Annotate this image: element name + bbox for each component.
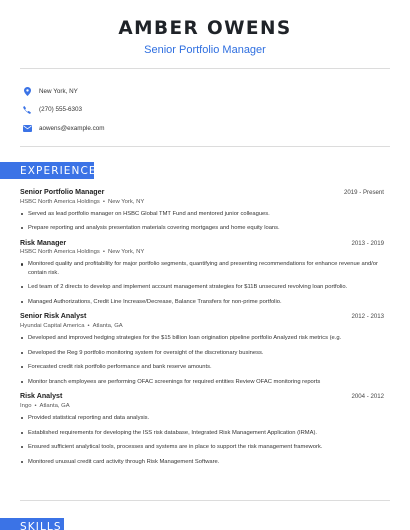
company-name: Hyundai Capital America — [20, 322, 85, 329]
separator-dot: • — [87, 322, 90, 329]
job-title: Senior Risk Analyst — [20, 312, 87, 321]
job-bullets — [20, 334, 384, 386]
experience-entry-header — [20, 188, 384, 196]
job-company-line — [20, 199, 384, 205]
job-bullet: Served as lead portfolio manager on HSBC Global TMT Fund and mentored junior colleagues. — [20, 210, 384, 218]
experience-entry — [20, 312, 384, 386]
job-bullet: Prepare reporting and analysis presentation materials covering mortgages and home equity loans. — [20, 224, 384, 232]
company-name: HSBC North America Holdings — [20, 198, 100, 205]
section-heading-experience: EXPERIENCE — [0, 162, 94, 179]
job-company-line — [20, 323, 384, 329]
contact-location — [22, 82, 105, 101]
job-title: Senior Portfolio Manager — [20, 188, 105, 196]
company-location: New York, NY — [107, 198, 145, 205]
job-years: 2004 - 2012 — [351, 393, 384, 401]
job-bullet: Monitor branch employees are performing OFAC screenings for required entities Review OFAC monitoring reports — [20, 378, 384, 386]
contact-phone — [22, 101, 105, 120]
email-text: aowens@example.com — [39, 124, 105, 132]
job-bullet: Ensured sufficient analytical tools, processes and systems are in place to support the risk management framework. — [20, 443, 384, 451]
job-bullet: Monitored unusual credit card activity through Risk Management Software. — [20, 458, 384, 466]
section-heading-skills: SKILLS — [0, 518, 64, 530]
candidate-title: Senior Portfolio Manager — [144, 44, 266, 56]
phone-text: (270) 555-6303 — [39, 106, 83, 114]
resume-header — [0, 18, 410, 56]
job-bullet: Led team of 2 directs to develop and implement account management strategies for $11B unsecured revolving loan portfolio. — [20, 283, 384, 291]
company-name: Ingo — [20, 402, 32, 409]
location-pin-icon — [22, 86, 32, 96]
job-bullets — [20, 414, 384, 466]
experience-entry-header — [20, 239, 384, 247]
separator-dot: • — [102, 249, 105, 256]
job-title: Risk Manager — [20, 238, 67, 247]
job-company-line — [20, 249, 384, 255]
company-location: Atlanta, GA — [92, 322, 123, 329]
location-text: New York, NY — [39, 87, 78, 95]
job-bullet: Developed the Reg 9 portfolio monitoring system for oversight of the discretionary business. — [20, 349, 384, 357]
job-bullet: Forecasted credit risk portfolio performance and bank reserve amounts. — [20, 363, 384, 371]
company-location: New York, NY — [107, 249, 145, 256]
email-icon — [22, 123, 32, 133]
job-years: 2019 - Present — [344, 189, 384, 196]
company-name: HSBC North America Holdings — [20, 249, 100, 256]
experience-list — [20, 188, 384, 472]
separator-dot: • — [34, 402, 37, 409]
experience-entry — [20, 239, 384, 306]
divider — [20, 500, 390, 501]
job-bullet: Monitored quality and profitability for major portfolio segments, quantifying and presenting recommendations for enhance revenue and/or contain risk. — [20, 260, 384, 276]
contact-email — [22, 119, 105, 138]
job-company-line — [20, 403, 384, 409]
experience-entry-header — [20, 392, 384, 400]
experience-entry — [20, 392, 384, 466]
job-bullet: Managed Authorizations, Credit Line Increase/Decrease, Balance Transfers for non-prime portfolio. — [20, 298, 384, 306]
job-years: 2013 - 2019 — [351, 239, 384, 247]
company-location: Atlanta, GA — [39, 402, 70, 409]
job-bullet: Developed and improved hedging strategies for the $15 billion loan origination pipeline portfolio Analyzed risk metrics (e.g. — [20, 334, 384, 342]
experience-entry-header — [20, 312, 384, 320]
job-bullets — [20, 260, 384, 306]
contact-list — [22, 82, 105, 138]
separator-dot: • — [102, 198, 105, 205]
job-bullet: Established requirements for developing the ISS risk database, Integrated Risk Management Application (IRMA). — [20, 429, 384, 437]
divider — [20, 146, 390, 147]
phone-icon — [22, 105, 32, 115]
job-bullets — [20, 210, 384, 233]
job-bullet: Provided statistical reporting and data analysis. — [20, 414, 384, 422]
job-years: 2012 - 2013 — [351, 313, 384, 321]
job-title: Risk Analyst — [20, 392, 63, 401]
divider — [20, 68, 390, 69]
candidate-name: AMBER OWENS — [118, 18, 292, 39]
experience-entry — [20, 188, 384, 232]
